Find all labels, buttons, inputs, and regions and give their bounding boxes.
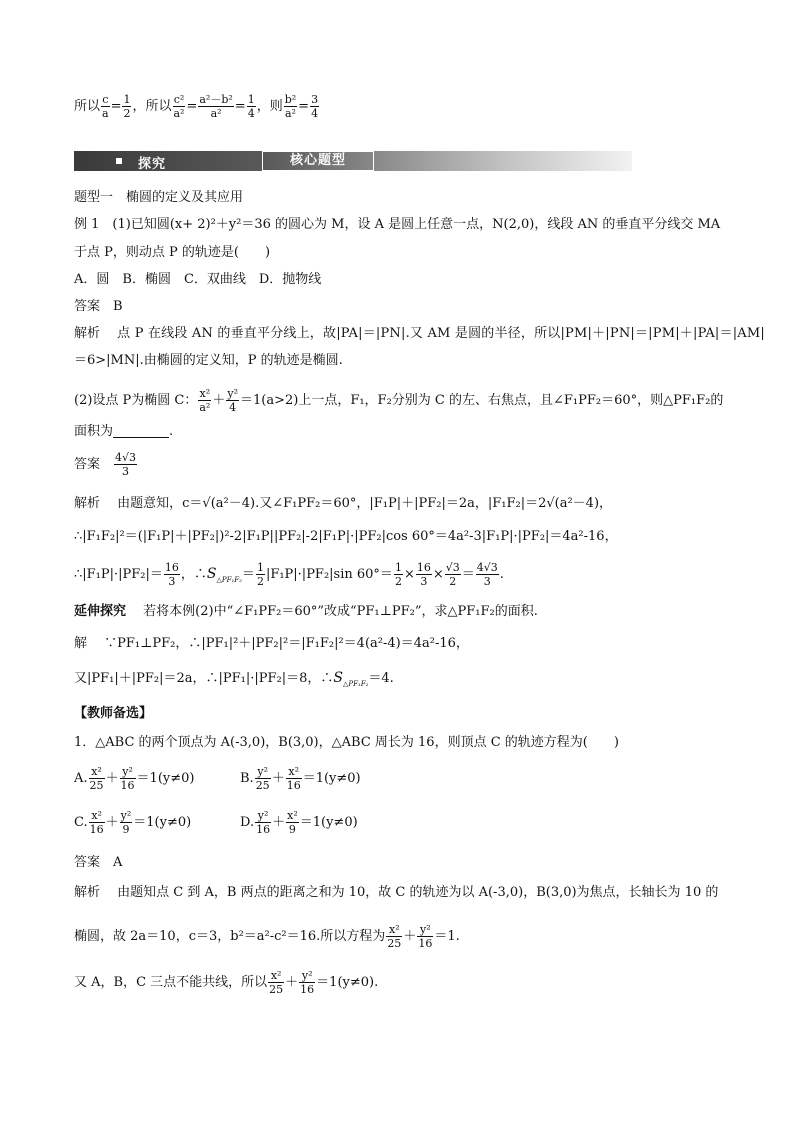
denominator: 2: [394, 575, 402, 588]
numerator: 1: [123, 93, 131, 106]
text: ＋: [285, 975, 299, 990]
denominator: a²: [210, 107, 222, 120]
text: ＋: [403, 929, 417, 944]
denominator: a²: [199, 401, 211, 414]
analysis-line: ＝6>|MN|.由椭圆的定义知，P 的轨迹是椭圆.: [74, 353, 343, 368]
fraction: [101, 94, 110, 119]
text: 面积为: [74, 424, 114, 439]
denominator: 9: [288, 823, 296, 836]
option-c: [74, 810, 191, 835]
analysis-line: [74, 497, 612, 510]
text: ×: [432, 567, 444, 582]
answer-label: 答案: [74, 299, 101, 314]
text: ＝1(y≠0): [136, 771, 195, 786]
denominator: 25: [89, 779, 104, 792]
numerator: x²: [199, 387, 211, 400]
text: =: [186, 99, 198, 114]
denominator: a²: [284, 107, 296, 120]
option-b: [240, 766, 361, 791]
answer-label: 答案: [74, 855, 101, 870]
denominator: 9: [122, 823, 130, 836]
denominator: 3: [420, 575, 428, 588]
subscript: △PF₁F₂: [342, 679, 369, 688]
answer-blank: [113, 425, 169, 438]
denominator: 2: [123, 107, 131, 120]
text: 又|PF₁|＋|PF₂|＝2a，∴|PF₁|·|PF₂|＝8，∴: [74, 671, 334, 686]
option-label: A.: [74, 771, 88, 786]
numerator: 1: [394, 561, 402, 574]
text: ＝1(y≠0): [133, 815, 192, 830]
area-symbol: [333, 670, 368, 686]
numerator: y²: [417, 924, 433, 937]
option-label: D.: [240, 815, 255, 830]
text: ＝1(y≠0): [299, 815, 358, 830]
text: =: [110, 99, 122, 114]
numerator: 16: [416, 561, 431, 574]
option-d: [240, 810, 358, 835]
answer-line: [74, 452, 138, 477]
fraction: [89, 766, 105, 791]
fraction: [417, 924, 433, 949]
text: ＝1(y≠0).: [316, 975, 379, 990]
analysis-text: 由题意知，c＝√(a²－4).又∠F₁PF₂＝60°，|F₁P|＋|PF₂|＝2a，|F₁F₂|＝2√(a²－4)，: [117, 496, 613, 511]
fraction: [286, 810, 299, 835]
text: ＝: [241, 567, 255, 582]
denominator: 3: [122, 465, 130, 478]
denominator: 4: [311, 107, 319, 120]
text: ＝1(y≠0): [302, 771, 361, 786]
analysis-text: 点 P 在线段 AN 的垂直平分线上，故|PA|＝|PN|.又 AM 是圆的半径，所以|PM|＋|PN|＝|PM|＋|PA|＝|AM|: [117, 326, 765, 341]
fraction: [120, 810, 133, 835]
fraction: [89, 810, 105, 835]
solution-label: 解: [74, 636, 88, 651]
fraction: [476, 562, 499, 587]
analysis-label: 解析: [74, 885, 101, 900]
fraction: [299, 970, 315, 995]
teacher-section-title: 【教师备选】: [74, 706, 153, 721]
numerator: x²: [268, 970, 284, 983]
text: =: [298, 99, 310, 114]
square-bullet-icon: [116, 158, 122, 164]
text: S: [333, 670, 343, 686]
extension-text: 若将本例(2)中“∠F₁PF₂＝60°”改成“PF₁⊥PF₂”，求△PF₁F₂的面积.: [143, 604, 538, 619]
numerator: 1: [247, 93, 255, 106]
text: ＋: [105, 771, 119, 786]
text: ∴|F₁P|·|PF₂|＝: [74, 567, 163, 582]
numerator: 1: [256, 561, 264, 574]
fraction: [445, 562, 461, 587]
denominator: 16: [300, 983, 315, 996]
denominator: 16: [286, 779, 301, 792]
text: (2)设点 P为椭圆 C：: [74, 393, 198, 408]
numerator: y²: [120, 766, 136, 779]
denominator: 16: [256, 823, 271, 836]
analysis-text: 由题知点 C 到 A，B 两点的距离之和为 10，故 C 的轨迹为以 A(-3,0)，B(3,0)为焦点，长轴长为 10 的: [117, 885, 719, 900]
numerator: 4√3: [115, 451, 137, 464]
extension-label: 延伸探究: [74, 604, 127, 619]
numerator: y²: [120, 809, 132, 822]
fraction: [394, 562, 403, 587]
text: ＋: [105, 815, 119, 830]
section-title: 题型一 椭圆的定义及其应用: [74, 190, 244, 205]
banner-right-label: 核心题型: [262, 151, 374, 171]
numerator: x²: [287, 809, 298, 822]
numerator: c²: [173, 93, 185, 106]
example-question-line: 于点 P，则动点 P 的轨迹是( ): [74, 245, 271, 260]
option-label: B.: [240, 771, 254, 786]
fraction: [255, 810, 271, 835]
text: ＋: [212, 393, 226, 408]
numerator: x²: [89, 810, 105, 823]
fraction: [286, 766, 302, 791]
fraction: [120, 766, 136, 791]
analysis-label: 解析: [74, 326, 101, 341]
fraction: [416, 562, 432, 587]
denominator: a: [102, 107, 109, 120]
fraction: [198, 388, 211, 413]
text: .: [169, 424, 174, 439]
denominator: 4: [229, 401, 237, 414]
solution-line: [74, 671, 394, 688]
numerator: c: [102, 93, 109, 106]
numerator: √3: [445, 561, 460, 574]
fraction: [198, 94, 233, 119]
text: S: [206, 566, 217, 582]
fraction: [386, 924, 402, 949]
denominator: 16: [89, 823, 104, 836]
denominator: 3: [168, 575, 176, 588]
denominator: 25: [269, 983, 284, 996]
example-question-line: 例 1 (1)已知圆(x+ 2)²＋y²＝36 的圆心为 M，设 A 是圆上任意一点，N(2,0)，线段 AN 的垂直平分线交 MA: [74, 217, 721, 232]
fraction: [255, 766, 271, 791]
numerator: y²: [255, 810, 271, 823]
analysis-line: [74, 327, 765, 340]
text: ＋: [272, 815, 286, 830]
area-symbol: [207, 566, 242, 582]
extension-line: [74, 605, 538, 618]
answer-value: A: [113, 855, 123, 870]
text: ，∴: [180, 567, 207, 582]
fraction: [164, 562, 180, 587]
answer-line: [74, 300, 123, 313]
analysis-line: ∴|F₁F₂|²＝(|F₁P|＋|PF₂|)²-2|F₁P||PF₂|-2|F₁P|·|PF₂|cos 60°＝4a²-3|F₁P|·|PF₂|＝4a²-16，: [74, 529, 618, 544]
question-line: [74, 388, 723, 413]
answer-label: 答案: [74, 457, 101, 472]
text: ×: [403, 567, 415, 582]
fraction: [256, 562, 265, 587]
subscript: △PF₁F₂: [216, 575, 242, 584]
section-banner: [74, 151, 632, 171]
denominator: 2: [449, 575, 457, 588]
fraction: [310, 94, 319, 119]
banner-left-label: 探究: [138, 157, 167, 172]
numerator: a²－b²: [199, 93, 233, 106]
numerator: 3: [311, 93, 319, 106]
fraction: [247, 94, 256, 119]
text: .: [499, 567, 504, 582]
option-label: C.: [74, 815, 88, 830]
text: 椭圆，故 2a＝10，c＝3，b²＝a²-c²＝16.所以方程为: [74, 929, 386, 944]
solution-line: [74, 637, 469, 650]
options-line: A．圆 B．椭圆 C．双曲线 D．抛物线: [74, 272, 322, 287]
text: ＝1.: [434, 929, 460, 944]
numerator: x²: [286, 766, 302, 779]
numerator: y²: [227, 387, 238, 400]
solution-text: ∵PF₁⊥PF₂，∴|PF₁|²＋|PF₂|²＝|F₁F₂|²＝4(a²-4)＝4a²-16，: [104, 636, 469, 651]
text: ＋: [271, 771, 285, 786]
text: ，则: [256, 99, 283, 114]
top-formula-line: [74, 94, 320, 119]
analysis-line: [74, 970, 378, 995]
analysis-line: [74, 886, 718, 899]
text: ＝: [461, 567, 475, 582]
numerator: y²: [255, 766, 271, 779]
fraction: [268, 970, 284, 995]
denominator: 2: [256, 575, 264, 588]
numerator: 16: [164, 561, 179, 574]
question-line: [74, 425, 173, 438]
denominator: 25: [387, 937, 402, 950]
denominator: 16: [120, 779, 135, 792]
denominator: 4: [247, 107, 255, 120]
denominator: a²: [173, 107, 185, 120]
denominator: 16: [418, 937, 433, 950]
numerator: 4√3: [476, 561, 498, 574]
option-a: [74, 766, 194, 791]
analysis-label: 解析: [74, 496, 101, 511]
text: ＝4.: [368, 671, 394, 686]
analysis-line: [74, 924, 460, 949]
numerator: x²: [386, 924, 402, 937]
denominator: 3: [483, 575, 491, 588]
numerator: y²: [299, 970, 315, 983]
text: 又 A，B，C 三点不能共线，所以: [74, 975, 268, 990]
text: ，所以: [132, 99, 172, 114]
fraction: [173, 94, 186, 119]
text: =: [234, 99, 246, 114]
answer-line: [74, 856, 122, 869]
answer-value: B: [113, 299, 123, 314]
fraction: [226, 388, 239, 413]
numerator: b²: [284, 93, 297, 106]
text: 所以: [74, 99, 101, 114]
question-line: 1．△ABC 的两个顶点为 A(-3,0)，B(3,0)，△ABC 周长为 16，则顶点 C 的轨迹方程为( ): [74, 735, 619, 750]
analysis-line: [74, 562, 504, 587]
fraction: [114, 452, 137, 477]
text: |F₁P|·|PF₂|sin 60°＝: [265, 567, 393, 582]
denominator: 25: [255, 779, 270, 792]
numerator: x²: [89, 766, 105, 779]
fraction: [122, 94, 131, 119]
text: ＝1(a>2)上一点，F₁，F₂分别为 C 的左、右焦点，且∠F₁PF₂＝60°，则△PF₁F₂的: [239, 393, 724, 408]
fraction: [284, 94, 297, 119]
